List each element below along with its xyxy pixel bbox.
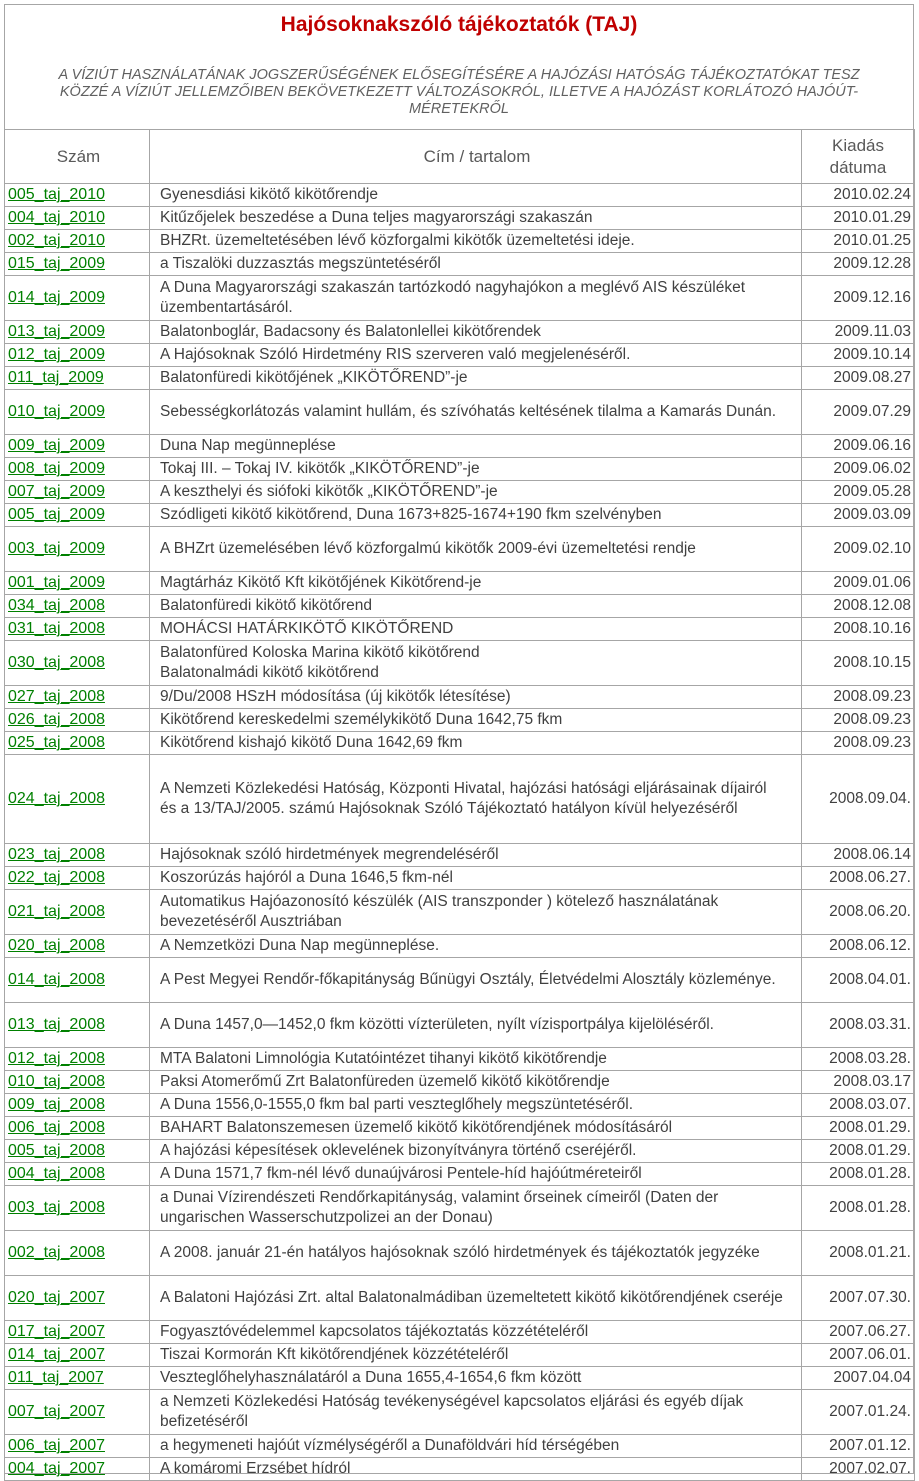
cell-number bbox=[5, 1435, 150, 1458]
taj-link[interactable]: 006_taj_2007 bbox=[8, 1437, 105, 1454]
cell-date: 2009.01.06 bbox=[802, 572, 915, 595]
table-row bbox=[5, 935, 915, 958]
cell-number bbox=[5, 1003, 150, 1048]
cell-number bbox=[5, 1344, 150, 1367]
cell-title: A Nemzeti Közlekedési Hatóság, Központi Hivatal, hajózási hatósági eljárásainak díjairól és a 13/TAJ/2005. számú Hajósoknak Szóló Tájékoztató hatályon kívül helyezéséről bbox=[150, 755, 802, 844]
table-row bbox=[5, 481, 915, 504]
table-row bbox=[5, 1163, 915, 1186]
table-row bbox=[5, 390, 915, 435]
table-row bbox=[5, 1367, 915, 1390]
cell-number bbox=[5, 595, 150, 618]
cell-number bbox=[5, 732, 150, 755]
cell-date: 2008.06.14 bbox=[802, 844, 915, 867]
taj-link[interactable]: 005_taj_2009 bbox=[8, 506, 105, 523]
taj-link[interactable]: 017_taj_2007 bbox=[8, 1323, 105, 1340]
cell-title: Paksi Atomerőmű Zrt Balatonfüreden üzemelő kikötő kikötőrendje bbox=[150, 1071, 802, 1094]
cell-number bbox=[5, 390, 150, 435]
table-row bbox=[5, 686, 915, 709]
page-title: Hajósoknakszóló tájékoztatók (TAJ) bbox=[280, 13, 638, 36]
taj-link[interactable]: 001_taj_2009 bbox=[8, 574, 105, 591]
cell-title: Tokaj III. – Tokaj IV. kikötők „KIKÖTŐREND”-je bbox=[150, 458, 802, 481]
taj-link[interactable]: 007_taj_2007 bbox=[8, 1403, 105, 1420]
cell-number bbox=[5, 1071, 150, 1094]
cell-title: Magtárház Kikötő Kft kikötőjének Kikötőrend-je bbox=[150, 572, 802, 595]
taj-link[interactable]: 011_taj_2007 bbox=[8, 1369, 104, 1386]
cell-date: 2008.10.15 bbox=[802, 641, 915, 686]
cell-number bbox=[5, 618, 150, 641]
cell-title: Hajósoknak szóló hirdetmények megrendeléséről bbox=[150, 844, 802, 867]
taj-link[interactable]: 027_taj_2008 bbox=[8, 688, 105, 705]
taj-link[interactable]: 034_taj_2008 bbox=[8, 597, 105, 614]
cell-title: Sebességkorlátozás valamint hullám, és szívóhatás keltésének tilalma a Kamarás Dunán. bbox=[150, 390, 802, 435]
cell-title: A Pest Megyei Rendőr-főkapitányság Bűnügyi Osztály, Életvédelmi Alosztály közleménye. bbox=[150, 958, 802, 1003]
cell-date: 2009.12.16 bbox=[802, 276, 915, 321]
page-subtitle: A VÍZIÚT HASZNÁLATÁNAK JOGSZERŰSÉGÉNEK ELŐSEGÍTÉSÉRE A HAJÓZÁSI HATÓSÁG TÁJÉKOZTATÓKAT TESZ KÖZZÉ A VÍZIÚT JELLEMZŐIBEN BEKÖVETKEZETT VÁLTOZÁSOKRÓL, ILLETVE A HAJÓZÁST KORLÁTOZÓ HAJÓÚT-MÉRETEKRŐL bbox=[58, 67, 860, 117]
table-row bbox=[5, 1458, 915, 1481]
cell-date: 2009.07.29 bbox=[802, 390, 915, 435]
cell-title: Automatikus Hajóazonosító készülék (AIS transzponder ) kötelező használatának bevezetéséről Ausztriában bbox=[150, 890, 802, 935]
table-row bbox=[5, 1435, 915, 1458]
cell-number bbox=[5, 709, 150, 732]
cell-title: 9/Du/2008 HSzH módosítása (új kikötők létesítése) bbox=[150, 686, 802, 709]
column-header-date-line2: dátuma bbox=[829, 157, 887, 177]
taj-link[interactable]: 013_taj_2008 bbox=[8, 1016, 105, 1033]
table-row bbox=[5, 1390, 915, 1435]
cell-date: 2008.09.04. bbox=[802, 755, 915, 844]
cell-title: A keszthelyi és siófoki kikötők „KIKÖTŐREND”-je bbox=[150, 481, 802, 504]
table-row bbox=[5, 1003, 915, 1048]
cell-title: Tiszai Kormorán Kft kikötőrendjének közzétételéről bbox=[150, 1344, 802, 1367]
taj-link[interactable]: 005_taj_2008 bbox=[8, 1142, 105, 1159]
table-row bbox=[5, 458, 915, 481]
cell-date: 2010.01.25 bbox=[802, 230, 915, 253]
cell-date: 2008.06.27. bbox=[802, 867, 915, 890]
column-header-title: Cím / tartalom bbox=[150, 130, 802, 184]
cell-title: Veszteglőhelyhasználatáról a Duna 1655,4-1654,6 fkm között bbox=[150, 1367, 802, 1390]
cell-title: A Duna 1571,7 fkm-nél lévő dunaújvárosi Pentele-híd hajóútméreteiről bbox=[150, 1163, 802, 1186]
cell-date: 2008.01.29. bbox=[802, 1140, 915, 1163]
table-row bbox=[5, 1186, 915, 1231]
cell-number bbox=[5, 572, 150, 595]
table-row bbox=[5, 1140, 915, 1163]
cell-date: 2009.11.03 bbox=[802, 321, 915, 344]
cell-title: a Nemzeti Közlekedési Hatóság tevékenységével kapcsolatos eljárási és egyéb díjak befizetéséről bbox=[150, 1390, 802, 1435]
cell-number bbox=[5, 1186, 150, 1231]
table-row bbox=[5, 867, 915, 890]
table-row bbox=[5, 1231, 915, 1276]
table-row bbox=[5, 755, 915, 844]
table-row bbox=[5, 321, 915, 344]
table-row bbox=[5, 958, 915, 1003]
cell-number bbox=[5, 481, 150, 504]
taj-link[interactable]: 004_taj_2010 bbox=[8, 209, 105, 226]
cell-title: A hajózási képesítések oklevelének bizonyítványra történő cseréjéről. bbox=[150, 1140, 802, 1163]
cell-number bbox=[5, 458, 150, 481]
cell-title: A Balatoni Hajózási Zrt. altal Balatonalmádiban üzemeltetett kikötő kikötőrendjének cseréje bbox=[150, 1276, 802, 1321]
taj-link[interactable]: 031_taj_2008 bbox=[8, 620, 105, 637]
table-row bbox=[5, 709, 915, 732]
table-row bbox=[5, 1344, 915, 1367]
table-row bbox=[5, 890, 915, 935]
header bbox=[5, 5, 913, 129]
cell-number bbox=[5, 504, 150, 527]
cell-title: a hegymeneti hajóút vízmélységéről a Dunaföldvári híd térségében bbox=[150, 1435, 802, 1458]
cell-title: Gyenesdiási kikötő kikötőrendje bbox=[150, 184, 802, 207]
cell-date: 2007.07.30. bbox=[802, 1276, 915, 1321]
table-row bbox=[5, 207, 915, 230]
cell-date: 2009.08.27 bbox=[802, 367, 915, 390]
cell-title: a Tiszalöki duzzasztás megszüntetéséről bbox=[150, 253, 802, 276]
cell-date: 2008.04.01. bbox=[802, 958, 915, 1003]
page-container bbox=[4, 4, 914, 1477]
taj-link[interactable]: 015_taj_2009 bbox=[8, 255, 105, 272]
cell-date: 2007.02.07. bbox=[802, 1458, 915, 1481]
cell-date: 2008.06.20. bbox=[802, 890, 915, 935]
table-row bbox=[5, 184, 915, 207]
cell-number bbox=[5, 1117, 150, 1140]
table-row bbox=[5, 1117, 915, 1140]
table-row bbox=[5, 1321, 915, 1344]
cell-number bbox=[5, 641, 150, 686]
cell-date: 2009.05.28 bbox=[802, 481, 915, 504]
cell-title: Balatonfüredi kikötőjének „KIKÖTŐREND”-je bbox=[150, 367, 802, 390]
taj-link[interactable]: 026_taj_2008 bbox=[8, 711, 105, 728]
column-header-number: Szám bbox=[5, 130, 150, 184]
table-row bbox=[5, 1048, 915, 1071]
cell-date: 2010.01.29 bbox=[802, 207, 915, 230]
cell-date: 2007.06.27. bbox=[802, 1321, 915, 1344]
cell-date: 2007.04.04 bbox=[802, 1367, 915, 1390]
cell-date: 2009.12.28 bbox=[802, 253, 915, 276]
cell-number bbox=[5, 1163, 150, 1186]
cell-number bbox=[5, 935, 150, 958]
taj-link[interactable]: 008_taj_2009 bbox=[8, 460, 105, 477]
table-row bbox=[5, 504, 915, 527]
table-row bbox=[5, 595, 915, 618]
cell-number bbox=[5, 527, 150, 572]
cell-date: 2009.10.14 bbox=[802, 344, 915, 367]
table-row bbox=[5, 276, 915, 321]
table-row bbox=[5, 230, 915, 253]
cell-date: 2008.01.28. bbox=[802, 1163, 915, 1186]
cell-date: 2008.09.23 bbox=[802, 732, 915, 755]
cell-date: 2008.09.23 bbox=[802, 686, 915, 709]
cell-date: 2010.02.24 bbox=[802, 184, 915, 207]
cell-title: A 2008. január 21-én hatályos hajósoknak szóló hirdetmények és tájékoztatók jegyzéke bbox=[150, 1231, 802, 1276]
cell-number bbox=[5, 1048, 150, 1071]
cell-date: 2008.03.31. bbox=[802, 1003, 915, 1048]
taj-link[interactable]: 004_taj_2007 bbox=[8, 1460, 105, 1477]
cell-number bbox=[5, 276, 150, 321]
taj-link[interactable]: 007_taj_2009 bbox=[8, 483, 105, 500]
taj-link[interactable]: 004_taj_2008 bbox=[8, 1165, 105, 1182]
cell-title: Balatonfüredi kikötő kikötőrend bbox=[150, 595, 802, 618]
cell-number bbox=[5, 1458, 150, 1481]
cell-title: A Hajósoknak Szóló Hirdetmény RIS szerveren való megjelenéséről. bbox=[150, 344, 802, 367]
taj-link[interactable]: 003_taj_2009 bbox=[8, 540, 105, 557]
taj-link[interactable]: 022_taj_2008 bbox=[8, 869, 105, 886]
cell-title: MTA Balatoni Limnológia Kutatóintézet tihanyi kikötő kikötőrendje bbox=[150, 1048, 802, 1071]
cell-title: A Duna Magyarországi szakaszán tartózkodó nagyhajókon a meglévő AIS készüléket üzembentartásáról. bbox=[150, 276, 802, 321]
column-header-date-line1: Kiadás bbox=[832, 135, 884, 155]
cell-number bbox=[5, 435, 150, 458]
taj-link[interactable]: 014_taj_2009 bbox=[8, 289, 105, 306]
cell-number bbox=[5, 253, 150, 276]
taj-link[interactable]: 012_taj_2008 bbox=[8, 1050, 105, 1067]
taj-link[interactable]: 020_taj_2007 bbox=[8, 1289, 105, 1306]
cell-date: 2008.09.23 bbox=[802, 709, 915, 732]
cell-title: Balatonfüred Koloska Marina kikötő kikötőrend Balatonalmádi kikötő kikötőrend bbox=[150, 641, 802, 686]
cell-title: A Duna 1457,0—1452,0 fkm közötti vízterületen, nyílt vízisportpálya kijelöléséről. bbox=[150, 1003, 802, 1048]
taj-link[interactable]: 012_taj_2009 bbox=[8, 346, 105, 363]
taj-link[interactable]: 021_taj_2008 bbox=[8, 903, 105, 920]
table-row bbox=[5, 1276, 915, 1321]
cell-number bbox=[5, 344, 150, 367]
cell-number bbox=[5, 686, 150, 709]
table-row bbox=[5, 344, 915, 367]
cell-number bbox=[5, 890, 150, 935]
cell-title: Kikötőrend kereskedelmi személykikötő Duna 1642,75 fkm bbox=[150, 709, 802, 732]
cell-date: 2009.03.09 bbox=[802, 504, 915, 527]
cell-date: 2008.01.29. bbox=[802, 1117, 915, 1140]
taj-link[interactable]: 002_taj_2008 bbox=[8, 1244, 105, 1261]
cell-title: A komáromi Erzsébet hídról bbox=[150, 1458, 802, 1481]
table-row bbox=[5, 844, 915, 867]
taj-link[interactable]: 003_taj_2008 bbox=[8, 1199, 105, 1216]
cell-title: A Nemzetközi Duna Nap megünneplése. bbox=[150, 935, 802, 958]
cell-title: Balatonboglár, Badacsony és Balatonlellei kikötőrendek bbox=[150, 321, 802, 344]
taj-link[interactable]: 025_taj_2008 bbox=[8, 734, 105, 751]
cell-number bbox=[5, 207, 150, 230]
cell-date: 2008.12.08 bbox=[802, 595, 915, 618]
taj-link[interactable]: 011_taj_2009 bbox=[8, 369, 104, 386]
cell-date: 2008.03.28. bbox=[802, 1048, 915, 1071]
table-row bbox=[5, 618, 915, 641]
cell-title: A BHZrt üzemelésében lévő közforgalmú kikötők 2009-évi üzemeltetési rendje bbox=[150, 527, 802, 572]
table-row bbox=[5, 253, 915, 276]
cell-number bbox=[5, 844, 150, 867]
cell-title: A Duna 1556,0-1555,0 fkm bal parti veszteglőhely megszüntetéséről. bbox=[150, 1094, 802, 1117]
taj-table bbox=[4, 129, 915, 1481]
table-row bbox=[5, 572, 915, 595]
cell-title: Kikötőrend kishajó kikötő Duna 1642,69 fkm bbox=[150, 732, 802, 755]
cell-date: 2008.01.28. bbox=[802, 1186, 915, 1231]
cell-number bbox=[5, 1094, 150, 1117]
cell-title: Szódligeti kikötő kikötőrend, Duna 1673+825-1674+190 fkm szelvényben bbox=[150, 504, 802, 527]
table-body bbox=[5, 184, 915, 1481]
table-row bbox=[5, 435, 915, 458]
cell-number bbox=[5, 958, 150, 1003]
taj-link[interactable]: 014_taj_2008 bbox=[8, 971, 105, 988]
table-row bbox=[5, 641, 915, 686]
taj-link[interactable]: 030_taj_2008 bbox=[8, 654, 105, 671]
cell-date: 2008.03.07. bbox=[802, 1094, 915, 1117]
cell-number bbox=[5, 367, 150, 390]
cell-title: MOHÁCSI HATÁRKIKÖTŐ KIKÖTŐREND bbox=[150, 618, 802, 641]
taj-link[interactable]: 023_taj_2008 bbox=[8, 846, 105, 863]
taj-link[interactable]: 009_taj_2009 bbox=[8, 437, 105, 454]
cell-number bbox=[5, 755, 150, 844]
taj-link[interactable]: 006_taj_2008 bbox=[8, 1119, 105, 1136]
taj-link[interactable]: 005_taj_2010 bbox=[8, 186, 105, 203]
cell-date: 2008.06.12. bbox=[802, 935, 915, 958]
taj-link[interactable]: 024_taj_2008 bbox=[8, 790, 105, 807]
column-header-date bbox=[802, 130, 915, 184]
cell-title: Kitűzőjelek beszedése a Duna teljes magyarországi szakaszán bbox=[150, 207, 802, 230]
taj-link[interactable]: 002_taj_2010 bbox=[8, 232, 105, 249]
taj-link[interactable]: 014_taj_2007 bbox=[8, 1346, 105, 1363]
cell-number bbox=[5, 230, 150, 253]
table-row bbox=[5, 1094, 915, 1117]
cell-date: 2008.10.16 bbox=[802, 618, 915, 641]
cell-title: Fogyasztóvédelemmel kapcsolatos tájékoztatás közzétételéről bbox=[150, 1321, 802, 1344]
taj-link[interactable]: 013_taj_2009 bbox=[8, 323, 105, 340]
cell-date: 2007.06.01. bbox=[802, 1344, 915, 1367]
taj-link[interactable]: 020_taj_2008 bbox=[8, 937, 105, 954]
cell-date: 2008.01.21. bbox=[802, 1231, 915, 1276]
taj-link[interactable]: 009_taj_2008 bbox=[8, 1096, 105, 1113]
cell-number bbox=[5, 1367, 150, 1390]
table-header-row bbox=[5, 130, 915, 184]
taj-link[interactable]: 010_taj_2009 bbox=[8, 403, 105, 420]
cell-date: 2009.06.02 bbox=[802, 458, 915, 481]
table-row bbox=[5, 732, 915, 755]
table-row bbox=[5, 527, 915, 572]
cell-number bbox=[5, 1140, 150, 1163]
table-row bbox=[5, 367, 915, 390]
cell-number bbox=[5, 1276, 150, 1321]
taj-link[interactable]: 010_taj_2008 bbox=[8, 1073, 105, 1090]
cell-date: 2009.02.10 bbox=[802, 527, 915, 572]
cell-title: a Dunai Vízirendészeti Rendőrkapitányság, valamint őrseinek címeiről (Daten der ungarischen Wasserschutzpolizei an der Donau) bbox=[150, 1186, 802, 1231]
cell-number bbox=[5, 1390, 150, 1435]
cell-number bbox=[5, 184, 150, 207]
cell-number bbox=[5, 1321, 150, 1344]
cell-title: Koszorúzás hajóról a Duna 1646,5 fkm-nél bbox=[150, 867, 802, 890]
cell-title: BHZRt. üzemeltetésében lévő közforgalmi kikötők üzemeltetési ideje. bbox=[150, 230, 802, 253]
cell-title: BAHART Balatonszemesen üzemelő kikötő kikötőrendjének módosításáról bbox=[150, 1117, 802, 1140]
cell-number bbox=[5, 867, 150, 890]
cell-number bbox=[5, 1231, 150, 1276]
cell-date: 2008.03.17 bbox=[802, 1071, 915, 1094]
cell-date: 2007.01.12. bbox=[802, 1435, 915, 1458]
cell-date: 2007.01.24. bbox=[802, 1390, 915, 1435]
cell-title: Duna Nap megünneplése bbox=[150, 435, 802, 458]
cell-date: 2009.06.16 bbox=[802, 435, 915, 458]
table-row bbox=[5, 1071, 915, 1094]
cell-number bbox=[5, 321, 150, 344]
